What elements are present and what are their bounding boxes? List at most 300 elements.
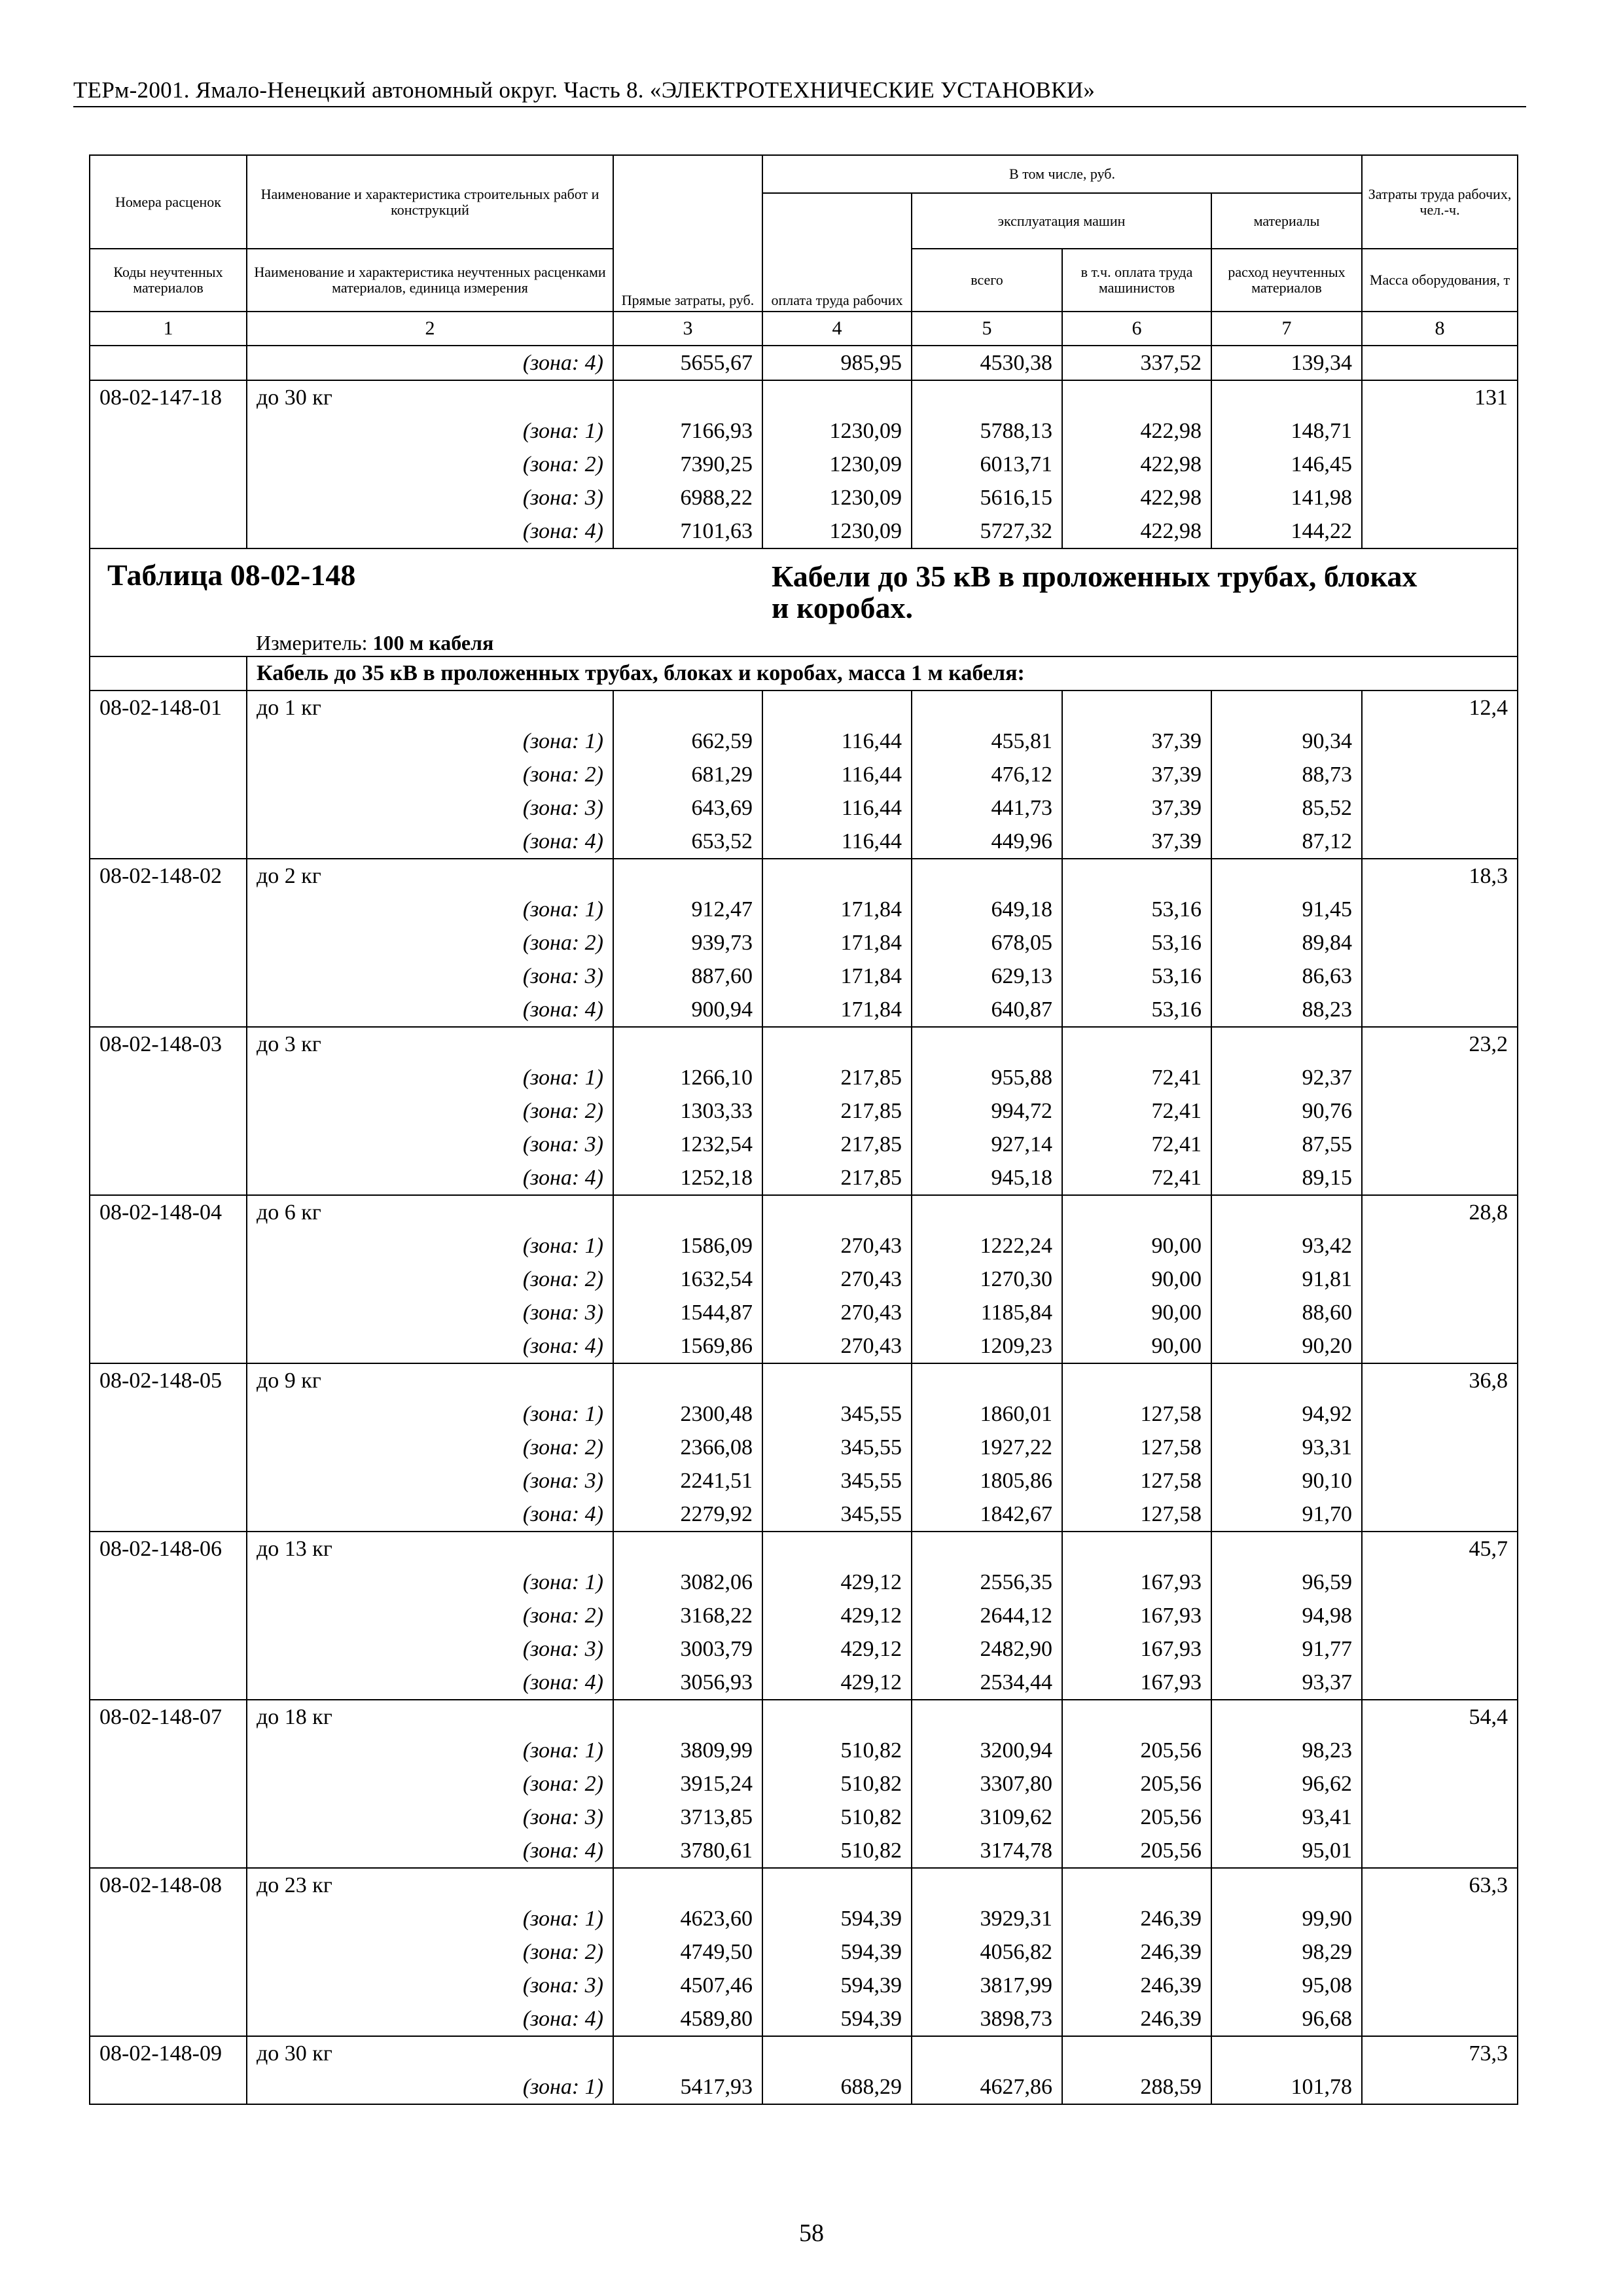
zone-label: (зона: 1) <box>247 1229 613 1263</box>
materials-cell: 99,90 <box>1211 1902 1362 1935</box>
direct-costs-cell: 6988,22 <box>613 481 762 514</box>
empty-cell <box>912 380 1062 414</box>
machines-pay-cell: 37,39 <box>1062 758 1211 791</box>
labor-pay-cell: 594,39 <box>762 1902 912 1935</box>
direct-costs-cell: 3713,85 <box>613 1801 762 1834</box>
rate-name: до 30 кг <box>247 2036 613 2070</box>
machines-total-cell: 1209,23 <box>912 1329 1062 1363</box>
zone-row <box>90 414 1518 448</box>
materials-cell: 94,98 <box>1211 1599 1362 1632</box>
empty-cell <box>912 1700 1062 1734</box>
labor-pay-cell: 510,82 <box>762 1734 912 1767</box>
materials-cell: 91,77 <box>1211 1632 1362 1666</box>
empty-cell <box>1362 414 1518 448</box>
empty-cell <box>90 1801 247 1834</box>
direct-costs-cell: 4623,60 <box>613 1902 762 1935</box>
empty-cell <box>90 514 247 548</box>
zone-row <box>90 1834 1518 1868</box>
machines-total-cell: 3200,94 <box>912 1734 1062 1767</box>
materials-cell: 91,81 <box>1211 1263 1362 1296</box>
materials-cell: 96,59 <box>1211 1566 1362 1599</box>
empty-cell <box>90 1632 247 1666</box>
empty-cell <box>762 1195 912 1229</box>
machines-pay-cell: 53,16 <box>1062 926 1211 960</box>
zone-label: (зона: 1) <box>247 414 613 448</box>
labor-pay-cell: 594,39 <box>762 1935 912 1969</box>
rate-code: 08-02-148-03 <box>90 1027 247 1061</box>
labor-pay-cell: 171,84 <box>762 960 912 993</box>
machines-pay-cell: 90,00 <box>1062 1329 1211 1363</box>
labor-pay-cell: 171,84 <box>762 893 912 926</box>
empty-cell <box>1362 1734 1518 1767</box>
rate-name: до 9 кг <box>247 1363 613 1397</box>
zone-label: (зона: 3) <box>247 960 613 993</box>
empty-cell <box>762 380 912 414</box>
machines-total-cell: 2644,12 <box>912 1599 1062 1632</box>
zone-label: (зона: 4) <box>247 346 613 380</box>
materials-cell: 89,84 <box>1211 926 1362 960</box>
direct-costs-cell: 1252,18 <box>613 1161 762 1195</box>
empty-cell <box>90 2002 247 2036</box>
empty-cell <box>1362 1464 1518 1498</box>
col-number: 6 <box>1062 312 1211 346</box>
empty-cell <box>1211 1700 1362 1734</box>
direct-costs-cell: 1586,09 <box>613 1229 762 1263</box>
zone-label: (зона: 3) <box>247 1128 613 1161</box>
rate-code: 08-02-147-18 <box>90 380 247 414</box>
machines-total-cell: 927,14 <box>912 1128 1062 1161</box>
empty-cell <box>1211 1363 1362 1397</box>
zone-label: (зона: 2) <box>247 1094 613 1128</box>
direct-costs-cell: 2366,08 <box>613 1431 762 1464</box>
zone-label: (зона: 1) <box>247 893 613 926</box>
empty-cell <box>1362 346 1518 380</box>
col-number: 1 <box>90 312 247 346</box>
machines-total-cell: 441,73 <box>912 791 1062 825</box>
direct-costs-cell: 3082,06 <box>613 1566 762 1599</box>
zone-label: (зона: 2) <box>247 1431 613 1464</box>
zone-row <box>90 758 1518 791</box>
machines-total-cell: 5727,32 <box>912 514 1062 548</box>
empty-cell <box>1062 1195 1211 1229</box>
rate-row <box>90 2036 1518 2070</box>
empty-cell <box>613 1532 762 1566</box>
rate-name: до 18 кг <box>247 1700 613 1734</box>
materials-cell: 88,23 <box>1211 993 1362 1027</box>
materials-cell: 89,15 <box>1211 1161 1362 1195</box>
empty-cell <box>90 1969 247 2002</box>
empty-cell <box>1362 1599 1518 1632</box>
zone-label: (зона: 4) <box>247 514 613 548</box>
empty-cell <box>90 1161 247 1195</box>
zone-row <box>90 1263 1518 1296</box>
machines-pay-cell: 205,56 <box>1062 1801 1211 1834</box>
machines-pay-cell: 422,98 <box>1062 481 1211 514</box>
empty-cell <box>912 859 1062 893</box>
empty-cell <box>90 1464 247 1498</box>
machines-pay-cell: 72,41 <box>1062 1128 1211 1161</box>
zone-row <box>90 1498 1518 1532</box>
col-number: 7 <box>1211 312 1362 346</box>
table-name: Кабели до 35 кВ в проложенных трубах, блоках и коробах. <box>772 560 1418 624</box>
zone-row <box>90 1161 1518 1195</box>
direct-costs-cell: 5417,93 <box>613 2070 762 2104</box>
empty-cell <box>762 1700 912 1734</box>
table-meter-row <box>90 630 1518 656</box>
empty-cell <box>1062 2036 1211 2070</box>
zone-label: (зона: 2) <box>247 1935 613 1969</box>
zone-row <box>90 1431 1518 1464</box>
materials-cell: 90,20 <box>1211 1329 1362 1363</box>
empty-cell <box>912 691 1062 725</box>
empty-cell <box>1062 1700 1211 1734</box>
machines-pay-cell: 127,58 <box>1062 1431 1211 1464</box>
labor-pay-cell: 1230,09 <box>762 414 912 448</box>
machines-total-cell: 4627,86 <box>912 2070 1062 2104</box>
machines-pay-cell: 167,93 <box>1062 1566 1211 1599</box>
empty-cell <box>90 791 247 825</box>
materials-cell: 87,55 <box>1211 1128 1362 1161</box>
rate-row <box>90 1195 1518 1229</box>
empty-cell <box>762 1027 912 1061</box>
direct-costs-cell: 1266,10 <box>613 1061 762 1094</box>
zone-label: (зона: 4) <box>247 1666 613 1700</box>
zone-row <box>90 1767 1518 1801</box>
machines-pay-cell: 127,58 <box>1062 1397 1211 1431</box>
direct-costs-cell: 1569,86 <box>613 1329 762 1363</box>
materials-cell: 92,37 <box>1211 1061 1362 1094</box>
empty-cell <box>1362 481 1518 514</box>
direct-costs-cell: 4749,50 <box>613 1935 762 1969</box>
empty-cell <box>912 1363 1062 1397</box>
machines-total-cell: 955,88 <box>912 1061 1062 1094</box>
zone-row <box>90 1397 1518 1431</box>
zone-row <box>90 1666 1518 1700</box>
rate-row <box>90 1532 1518 1566</box>
zone-label: (зона: 2) <box>247 758 613 791</box>
rate-code: 08-02-148-07 <box>90 1700 247 1734</box>
rate-code: 08-02-148-09 <box>90 2036 247 2070</box>
hdr-incl-group: В том числе, руб. <box>762 155 1362 193</box>
empty-cell <box>1062 1532 1211 1566</box>
labor-pay-cell: 688,29 <box>762 2070 912 2104</box>
hdr-material-names: Наименование и характеристика неучтенных расценками материалов, единица измерения <box>247 249 613 312</box>
direct-costs-cell: 2241,51 <box>613 1464 762 1498</box>
col-number: 4 <box>762 312 912 346</box>
empty-cell <box>90 1666 247 1700</box>
rate-row <box>90 1027 1518 1061</box>
zone-label: (зона: 1) <box>247 2070 613 2104</box>
rate-row <box>90 1700 1518 1734</box>
direct-costs-cell: 3056,93 <box>613 1666 762 1700</box>
labor-pay-cell: 510,82 <box>762 1767 912 1801</box>
direct-costs-cell: 662,59 <box>613 725 762 758</box>
labor-pay-cell: 510,82 <box>762 1801 912 1834</box>
machines-pay-cell: 90,00 <box>1062 1296 1211 1329</box>
machines-pay-cell: 422,98 <box>1062 414 1211 448</box>
labor-costs-cell: 131 <box>1362 380 1518 414</box>
machines-pay-cell: 167,93 <box>1062 1666 1211 1700</box>
empty-cell <box>90 893 247 926</box>
zone-row <box>90 1128 1518 1161</box>
zone-label: (зона: 4) <box>247 1834 613 1868</box>
empty-cell <box>613 1868 762 1902</box>
zone-label: (зона: 1) <box>247 725 613 758</box>
empty-cell <box>762 691 912 725</box>
machines-pay-cell: 337,52 <box>1062 346 1211 380</box>
materials-cell: 93,42 <box>1211 1229 1362 1263</box>
labor-pay-cell: 985,95 <box>762 346 912 380</box>
machines-total-cell: 449,96 <box>912 825 1062 859</box>
direct-costs-cell: 3809,99 <box>613 1734 762 1767</box>
rate-row <box>90 380 1518 414</box>
zone-label: (зона: 3) <box>247 1296 613 1329</box>
empty-cell <box>90 926 247 960</box>
machines-pay-cell: 288,59 <box>1062 2070 1211 2104</box>
zone-label: (зона: 1) <box>247 1734 613 1767</box>
empty-cell <box>1362 1935 1518 1969</box>
zone-label: (зона: 3) <box>247 481 613 514</box>
zone-label: (зона: 1) <box>247 1902 613 1935</box>
empty-cell <box>90 1734 247 1767</box>
empty-cell <box>912 2036 1062 2070</box>
machines-pay-cell: 37,39 <box>1062 725 1211 758</box>
empty-cell <box>1362 2070 1518 2104</box>
rate-row <box>90 859 1518 893</box>
rate-name: до 1 кг <box>247 691 613 725</box>
zone-row <box>90 1969 1518 2002</box>
zone-row <box>90 1566 1518 1599</box>
labor-pay-cell: 171,84 <box>762 926 912 960</box>
labor-costs-cell: 54,4 <box>1362 1700 1518 1734</box>
labor-costs-cell: 28,8 <box>1362 1195 1518 1229</box>
labor-pay-cell: 429,12 <box>762 1599 912 1632</box>
empty-cell <box>1211 1868 1362 1902</box>
empty-cell <box>90 2070 247 2104</box>
empty-cell <box>1362 1431 1518 1464</box>
zone-row <box>90 2002 1518 2036</box>
labor-pay-cell: 217,85 <box>762 1094 912 1128</box>
empty-cell <box>613 1027 762 1061</box>
machines-pay-cell: 53,16 <box>1062 993 1211 1027</box>
empty-cell <box>613 1700 762 1734</box>
direct-costs-cell: 681,29 <box>613 758 762 791</box>
empty-cell <box>1362 1263 1518 1296</box>
zone-label: (зона: 4) <box>247 1498 613 1532</box>
empty-cell <box>1362 1767 1518 1801</box>
zone-row <box>90 346 1518 380</box>
labor-pay-cell: 1230,09 <box>762 514 912 548</box>
empty-cell <box>1362 1834 1518 1868</box>
labor-pay-cell: 1230,09 <box>762 481 912 514</box>
empty-cell <box>1211 2036 1362 2070</box>
empty-cell <box>1362 1296 1518 1329</box>
hdr-machines-pay: в т.ч. оплата труда машинистов <box>1062 249 1211 312</box>
direct-costs-cell: 1232,54 <box>613 1128 762 1161</box>
zone-row <box>90 1801 1518 1834</box>
empty-cell <box>90 960 247 993</box>
materials-cell: 146,45 <box>1211 448 1362 481</box>
direct-costs-cell: 653,52 <box>613 825 762 859</box>
labor-costs-cell: 63,3 <box>1362 1868 1518 1902</box>
direct-costs-cell: 4507,46 <box>613 1969 762 2002</box>
direct-costs-cell: 7166,93 <box>613 414 762 448</box>
empty-cell <box>90 630 247 656</box>
machines-total-cell: 6013,71 <box>912 448 1062 481</box>
materials-cell: 91,45 <box>1211 893 1362 926</box>
machines-pay-cell: 37,39 <box>1062 791 1211 825</box>
machines-total-cell: 3929,31 <box>912 1902 1062 1935</box>
empty-cell <box>1362 960 1518 993</box>
machines-total-cell: 1927,22 <box>912 1431 1062 1464</box>
materials-cell: 90,10 <box>1211 1464 1362 1498</box>
empty-cell <box>613 2036 762 2070</box>
table-subheading-row <box>90 656 1518 691</box>
empty-cell <box>1211 859 1362 893</box>
empty-cell <box>1362 1128 1518 1161</box>
machines-total-cell: 3109,62 <box>912 1801 1062 1834</box>
zone-label: (зона: 3) <box>247 1632 613 1666</box>
labor-pay-cell: 217,85 <box>762 1128 912 1161</box>
labor-pay-cell: 116,44 <box>762 758 912 791</box>
labor-pay-cell: 217,85 <box>762 1161 912 1195</box>
zone-row <box>90 893 1518 926</box>
zone-row <box>90 1902 1518 1935</box>
labor-pay-cell: 171,84 <box>762 993 912 1027</box>
zone-row <box>90 825 1518 859</box>
machines-pay-cell: 422,98 <box>1062 448 1211 481</box>
col-number: 3 <box>613 312 762 346</box>
empty-cell <box>912 1868 1062 1902</box>
labor-costs-cell: 12,4 <box>1362 691 1518 725</box>
empty-cell <box>1362 1632 1518 1666</box>
zone-label: (зона: 4) <box>247 993 613 1027</box>
materials-cell: 96,62 <box>1211 1767 1362 1801</box>
empty-cell <box>1211 1027 1362 1061</box>
machines-pay-cell: 90,00 <box>1062 1229 1211 1263</box>
empty-cell <box>90 1397 247 1431</box>
labor-costs-cell: 45,7 <box>1362 1532 1518 1566</box>
empty-cell <box>90 725 247 758</box>
empty-cell <box>912 1027 1062 1061</box>
direct-costs-cell: 7101,63 <box>613 514 762 548</box>
empty-cell <box>1362 1329 1518 1363</box>
zone-row <box>90 926 1518 960</box>
machines-total-cell: 5616,15 <box>912 481 1062 514</box>
materials-cell: 98,29 <box>1211 1935 1362 1969</box>
zone-label: (зона: 1) <box>247 1566 613 1599</box>
zone-label: (зона: 2) <box>247 1263 613 1296</box>
zone-row <box>90 514 1518 548</box>
rates-table <box>89 154 1518 2105</box>
empty-cell <box>90 346 247 380</box>
empty-cell <box>762 1868 912 1902</box>
direct-costs-cell: 3168,22 <box>613 1599 762 1632</box>
machines-pay-cell: 72,41 <box>1062 1061 1211 1094</box>
direct-costs-cell: 2279,92 <box>613 1498 762 1532</box>
zone-row <box>90 1094 1518 1128</box>
machines-total-cell: 649,18 <box>912 893 1062 926</box>
empty-cell <box>90 414 247 448</box>
materials-cell: 86,63 <box>1211 960 1362 993</box>
empty-cell <box>613 859 762 893</box>
machines-total-cell: 678,05 <box>912 926 1062 960</box>
labor-costs-cell: 23,2 <box>1362 1027 1518 1061</box>
hdr-direct-costs: Прямые затраты, руб. <box>613 155 762 312</box>
zone-row <box>90 2070 1518 2104</box>
labor-pay-cell: 429,12 <box>762 1566 912 1599</box>
labor-pay-cell: 270,43 <box>762 1296 912 1329</box>
machines-total-cell: 1185,84 <box>912 1296 1062 1329</box>
materials-cell: 144,22 <box>1211 514 1362 548</box>
empty-cell <box>1062 1027 1211 1061</box>
zone-label: (зона: 3) <box>247 1464 613 1498</box>
table-title-row <box>90 548 1518 630</box>
empty-cell <box>90 1431 247 1464</box>
labor-pay-cell: 116,44 <box>762 825 912 859</box>
labor-pay-cell: 345,55 <box>762 1397 912 1431</box>
machines-pay-cell: 246,39 <box>1062 1902 1211 1935</box>
hdr-equipment-mass: Масса оборудования, т <box>1362 249 1518 312</box>
zone-row <box>90 481 1518 514</box>
labor-pay-cell: 345,55 <box>762 1431 912 1464</box>
rate-name: до 13 кг <box>247 1532 613 1566</box>
hdr-machines-group: эксплуатация машин <box>912 193 1211 249</box>
labor-pay-cell: 116,44 <box>762 791 912 825</box>
machines-pay-cell: 246,39 <box>1062 1969 1211 2002</box>
empty-cell <box>1362 448 1518 481</box>
machines-pay-cell: 205,56 <box>1062 1767 1211 1801</box>
zone-label: (зона: 3) <box>247 1801 613 1834</box>
machines-pay-cell: 422,98 <box>1062 514 1211 548</box>
labor-pay-cell: 270,43 <box>762 1229 912 1263</box>
rate-code: 08-02-148-06 <box>90 1532 247 1566</box>
empty-cell <box>762 1363 912 1397</box>
labor-pay-cell: 345,55 <box>762 1498 912 1532</box>
rate-code: 08-02-148-02 <box>90 859 247 893</box>
empty-cell <box>1362 2002 1518 2036</box>
rate-code: 08-02-148-01 <box>90 691 247 725</box>
direct-costs-cell: 5655,67 <box>613 346 762 380</box>
empty-cell <box>1362 1094 1518 1128</box>
materials-cell: 93,37 <box>1211 1666 1362 1700</box>
machines-pay-cell: 205,56 <box>1062 1834 1211 1868</box>
labor-pay-cell: 270,43 <box>762 1329 912 1363</box>
empty-cell <box>90 1834 247 1868</box>
materials-cell: 94,92 <box>1211 1397 1362 1431</box>
machines-total-cell: 4056,82 <box>912 1935 1062 1969</box>
zone-row <box>90 1599 1518 1632</box>
empty-cell <box>762 2036 912 2070</box>
meter-value: 100 м кабеля <box>372 631 494 655</box>
labor-pay-cell: 345,55 <box>762 1464 912 1498</box>
materials-cell: 88,60 <box>1211 1296 1362 1329</box>
machines-total-cell: 476,12 <box>912 758 1062 791</box>
empty-cell <box>1062 1363 1211 1397</box>
empty-cell <box>90 656 247 691</box>
table-code: Таблица 08-02-148 <box>107 558 356 592</box>
empty-cell <box>90 1566 247 1599</box>
zone-row <box>90 1734 1518 1767</box>
empty-cell <box>1062 859 1211 893</box>
empty-cell <box>90 1498 247 1532</box>
direct-costs-cell: 3780,61 <box>613 1834 762 1868</box>
machines-total-cell: 2482,90 <box>912 1632 1062 1666</box>
empty-cell <box>90 1094 247 1128</box>
machines-pay-cell: 205,56 <box>1062 1734 1211 1767</box>
empty-cell <box>1211 1195 1362 1229</box>
zone-row <box>90 791 1518 825</box>
